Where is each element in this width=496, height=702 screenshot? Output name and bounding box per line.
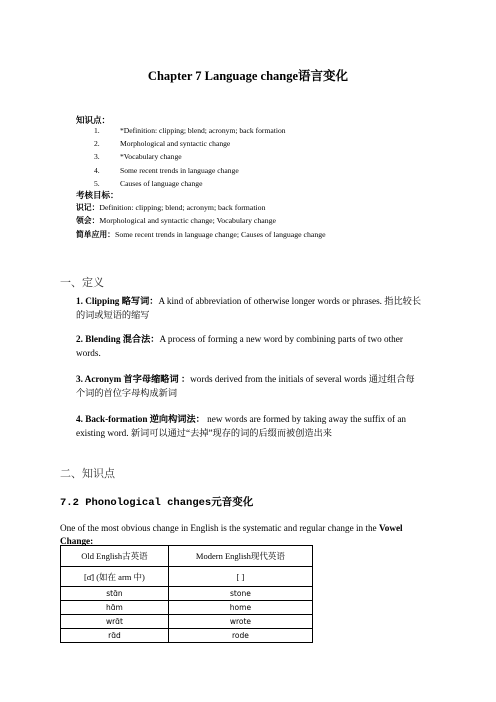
table-cell: rɑ̄d (61, 629, 169, 643)
list-text: *Vocabulary change (120, 152, 182, 162)
table-cell: [ ] (168, 567, 312, 587)
table-cell: [ɑ̄] (如在 arm 中) (61, 567, 169, 587)
objectives-heading: 考核目标： (76, 190, 119, 200)
objective-text: Morphological and syntactic change; Vocabulary change (99, 216, 276, 226)
list-text: Morphological and syntactic change (120, 139, 231, 149)
definition-body: new words are formed by taking away the suffix of an existing word. 新词可以通过“去掉”现存的词的后缀而被创造出来 (76, 414, 407, 438)
list-text: Some recent trends in language change (120, 165, 239, 175)
table-cell: home (168, 601, 312, 615)
list-number: 2. (94, 139, 100, 149)
definition-blending (76, 332, 422, 360)
table-cell: stone (168, 587, 312, 601)
list-number: 3. (94, 152, 100, 162)
subsection-number: 7.2 Phonological changes (60, 497, 212, 509)
subsection-heading (60, 494, 253, 509)
list-text: Causes of language change (120, 178, 203, 188)
definition-acronym (76, 372, 422, 400)
table-header: Modern English现代英语 (168, 546, 312, 567)
definition-body: A process of forming a new word by combining parts of two other words. (76, 334, 403, 358)
list-item (76, 164, 286, 177)
table-row (61, 587, 313, 601)
list-number: 1. (94, 126, 100, 135)
definition-term: 3. Acronym 首字母缩略词 ： (76, 374, 191, 384)
vowel-change-table (60, 545, 313, 643)
table-row (61, 629, 313, 643)
definition-back-formation (76, 412, 422, 440)
intro-text: One of the most obvious change in English is the systematic and regular change in the (60, 523, 379, 533)
subsection-zh: 元音变化 (211, 496, 254, 508)
table-row (61, 615, 313, 629)
knowledge-list (76, 124, 286, 190)
objective-row (76, 228, 326, 241)
list-number: 4. (94, 165, 100, 175)
list-item (76, 124, 286, 137)
table-cell: hɑ̄m (61, 601, 169, 615)
list-item (76, 137, 286, 150)
table-cell: rode (168, 629, 312, 643)
intro-bold: Vowel Change: (60, 523, 403, 546)
section-heading-knowledge: 二、知识点 (60, 467, 115, 480)
list-item (76, 150, 286, 163)
table-row (61, 567, 313, 587)
page-title: Chapter 7 Language change语言变化 (147, 69, 349, 83)
objective-text: Some recent trends in language change; Causes of language change (114, 229, 326, 239)
table-cell: wrɑ̄t (61, 615, 169, 629)
definition-term: 4. Back-formation 逆向构词法： (76, 414, 205, 424)
objective-row (76, 214, 326, 227)
table-header-row (61, 546, 313, 567)
table-row (61, 601, 313, 615)
objective-text: Definition: clipping; blend; acronym; back formation (99, 203, 266, 213)
definition-body: words derived from the initials of several words 通过组合每个词的首位字母构成新词 (76, 374, 415, 398)
table-header: Old English古英语 (61, 546, 169, 567)
section-heading-definitions: 一、定义 (60, 276, 104, 289)
list-text: *Definition: clipping; blend; acronym; back formation (120, 126, 286, 135)
objective-row (76, 201, 326, 214)
definition-clipping (76, 294, 422, 322)
definition-term: 2. Blending 混合法： (76, 334, 160, 344)
objective-tag: 领会： (76, 216, 100, 226)
definition-body: A kind of abbreviation of otherwise longer words or phrases. 指比较长的词或短语的缩写 (76, 296, 422, 320)
objectives-block (76, 188, 326, 241)
definition-term: 1. Clipping 略写词： (76, 296, 159, 306)
knowledge-heading: 知识点： (76, 115, 111, 125)
table-cell: wrote (168, 615, 312, 629)
objective-tag: 识记： (76, 203, 100, 213)
objective-tag: 简单应用： (76, 229, 115, 239)
list-number: 5. (94, 178, 100, 188)
table-cell: stɑ̄n (61, 587, 169, 601)
